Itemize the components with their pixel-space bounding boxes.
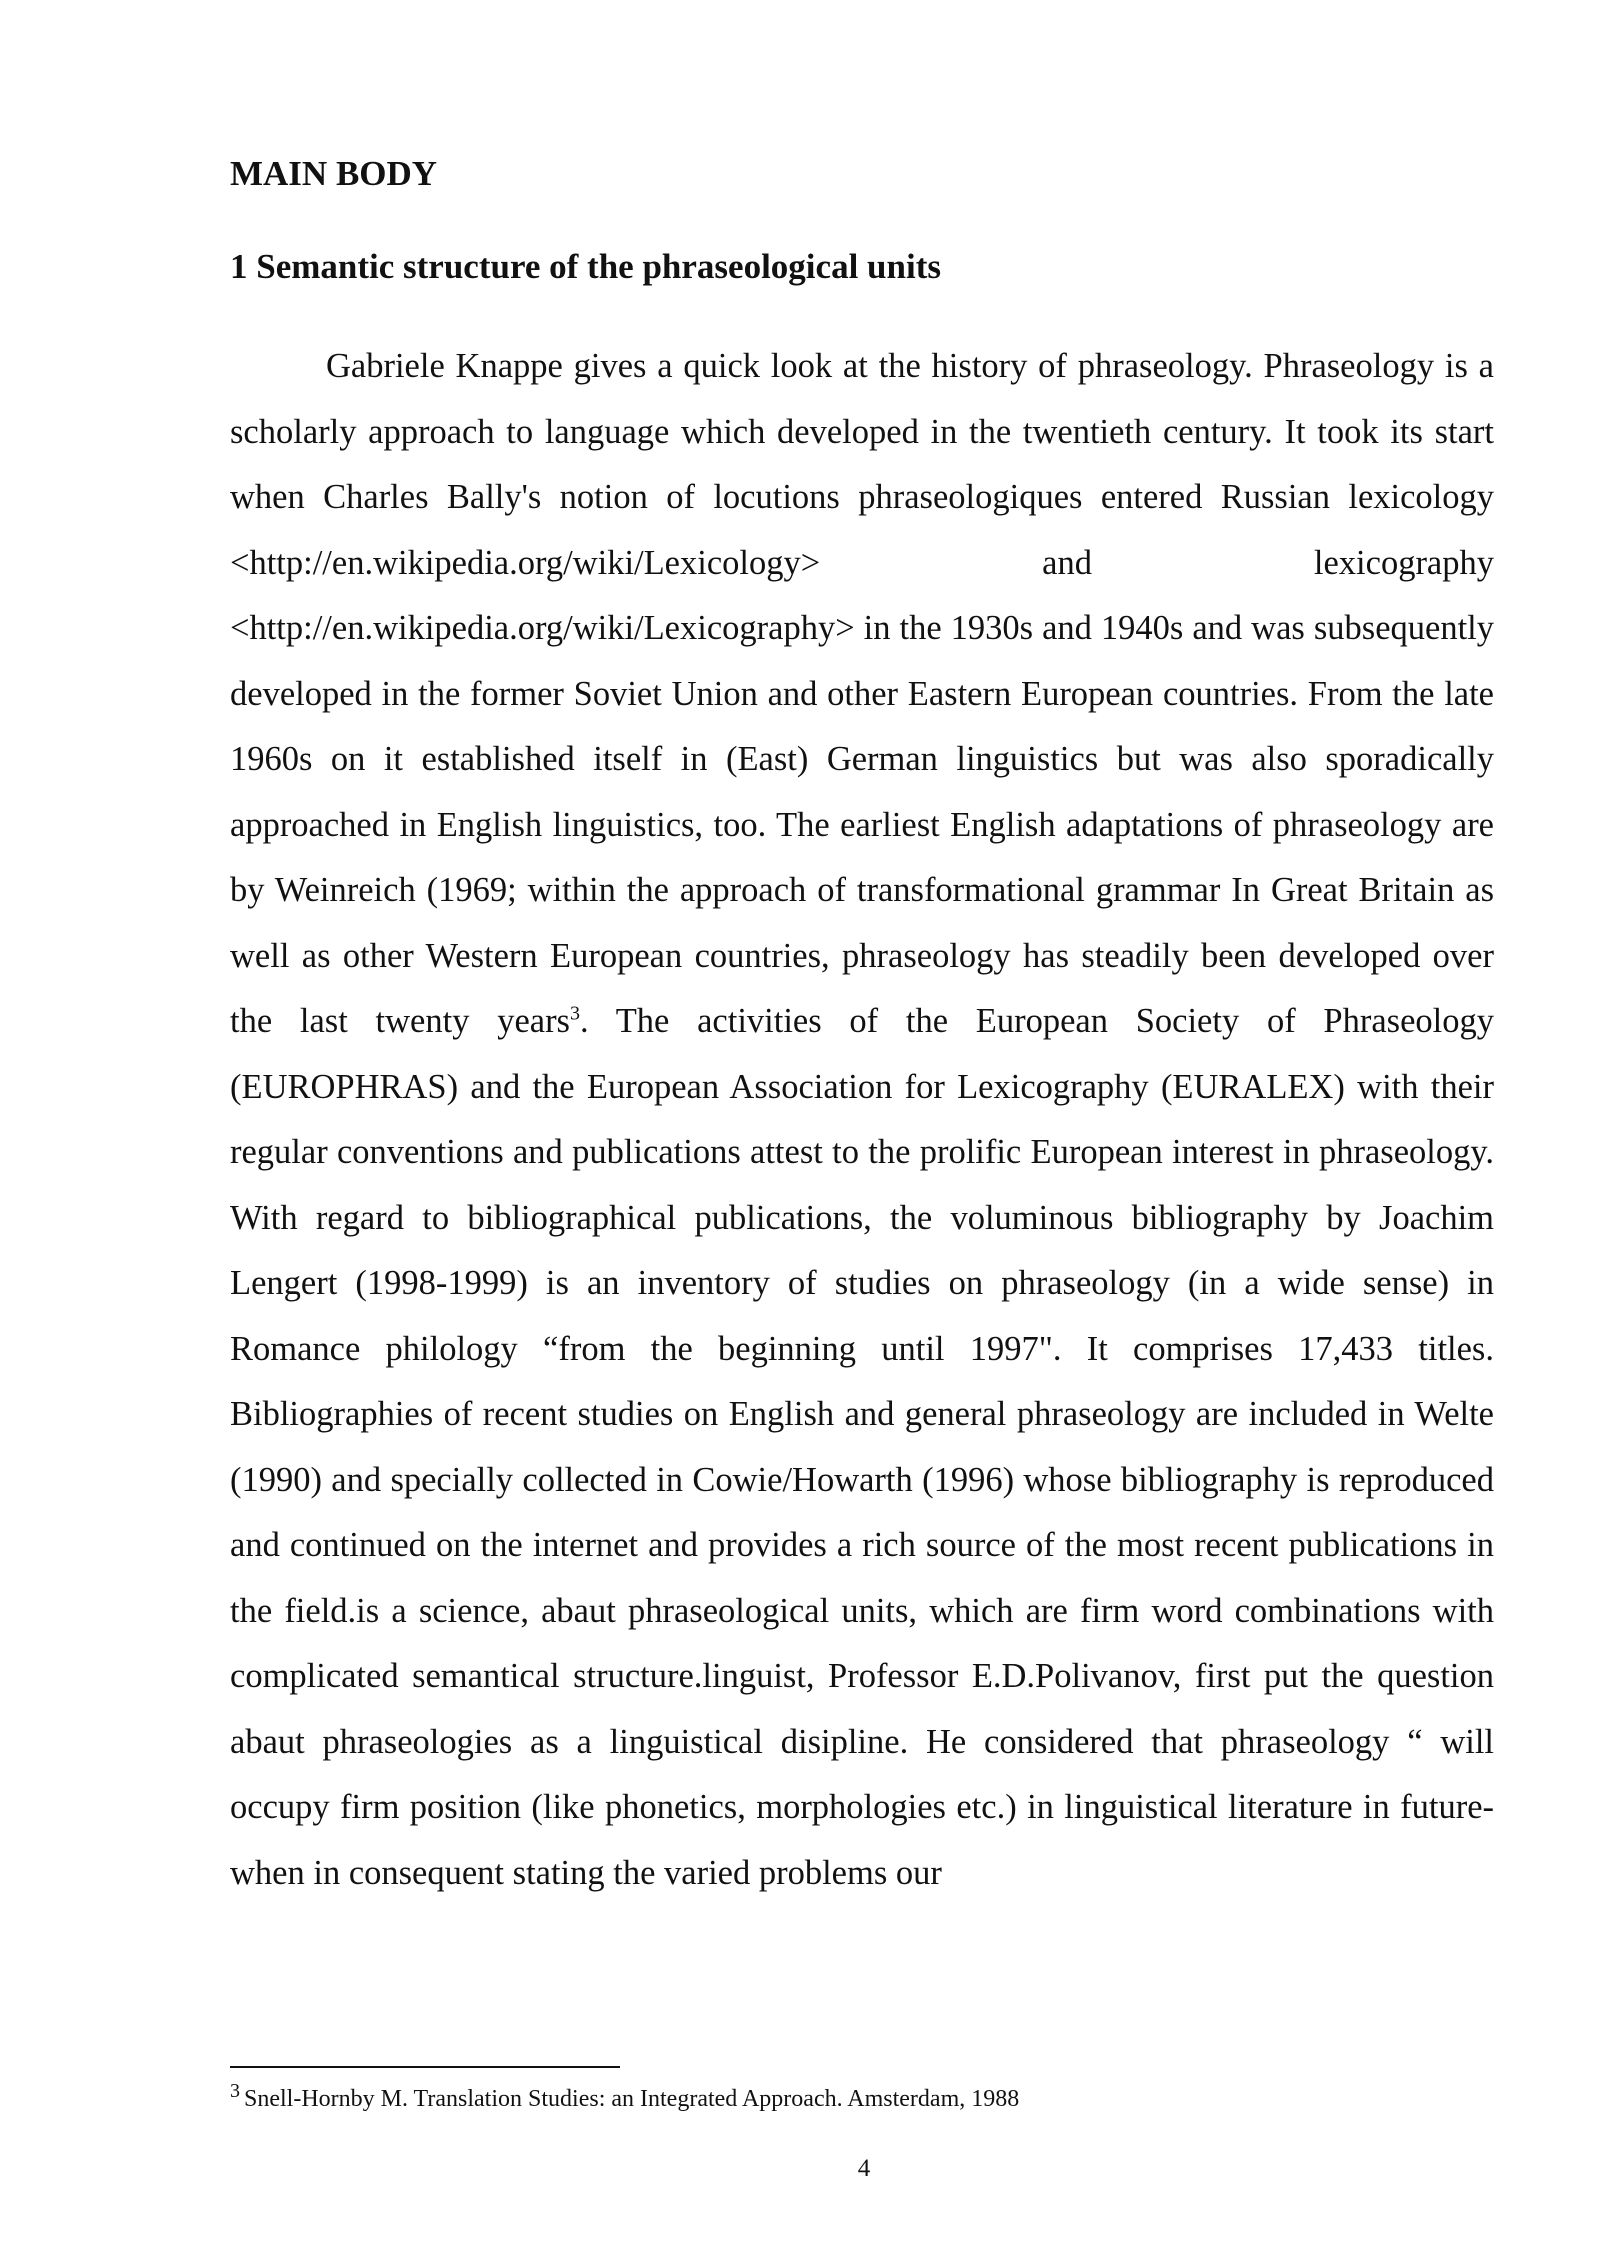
paragraph-text-part-2: . The activities of the European Society of Phraseology (EUROPHRAS) and the European Association for Lexicography (EURALEX) with their regular conventions and publications attest to the prolific European interest in phraseology. With regard to bibliographical publications, the voluminous bibliography by Joachim Lengert (1998-1999) is an inventory of studies on phraseology (in a wide sense) in Romance philology “from the beginning until 1997". It comprises 17,433 titles. Bibliographies of recent studies on English and general phraseology are included in Welte (1990) and specially collected in Cowie/Howarth (1996) whose bibliography is reproduced and continued on the internet and provides a rich source of the most recent publications in the field.is a science, abaut phraseological units, which are firm word combinations with complicated semantical structure.linguist, Professor E.D.Polivanov, first put the question abaut phraseologies as a linguistical disipline. He considered that phraseology “ will occupy firm position (like phonetics, morphologies etc.) in linguistical literature in future-when in consequent stating the varied problems our bbox=[230, 1002, 1494, 1892]
footnote-text: Snell-Hornby M. Translation Studies: an Integrated Approach. Amsterdam, 1988 bbox=[244, 2086, 1020, 2112]
page-number: 4 bbox=[857, 2155, 871, 2182]
section-heading: 1 Semantic structure of the phraseological units bbox=[230, 247, 941, 286]
main-heading: MAIN BODY bbox=[230, 154, 438, 193]
body-paragraph bbox=[230, 334, 1494, 1906]
footnote bbox=[230, 2080, 1020, 2114]
paragraph-text-part-1: Gabriele Knappe gives a quick look at the history of phraseology. Phraseology is a scholarly approach to language which developed in the twentieth century. It took its start when Charles Bally's notion of locutions phraseologiques entered Russian lexicology <http://en.wikipedia.org/wiki/Lexicology> and lexicography <http://en.wikipedia.org/wiki/Lexicography> in the 1930s and 1940s and was subsequently developed in the former Soviet Union and other Eastern European countries. From the late 1960s on it established itself in (East) German linguistics but was also sporadically approached in English linguistics, too. The earliest English adaptations of phraseology are by Weinreich (1969; within the approach of transformational grammar In Great Britain as well as other Western European countries, phraseology has steadily been developed over the last twenty years bbox=[230, 347, 1494, 1040]
footnote-separator bbox=[230, 2066, 620, 2068]
footnote-reference[interactable]: 3 bbox=[569, 1002, 580, 1025]
footnote-mark: 3 bbox=[230, 2080, 240, 2102]
